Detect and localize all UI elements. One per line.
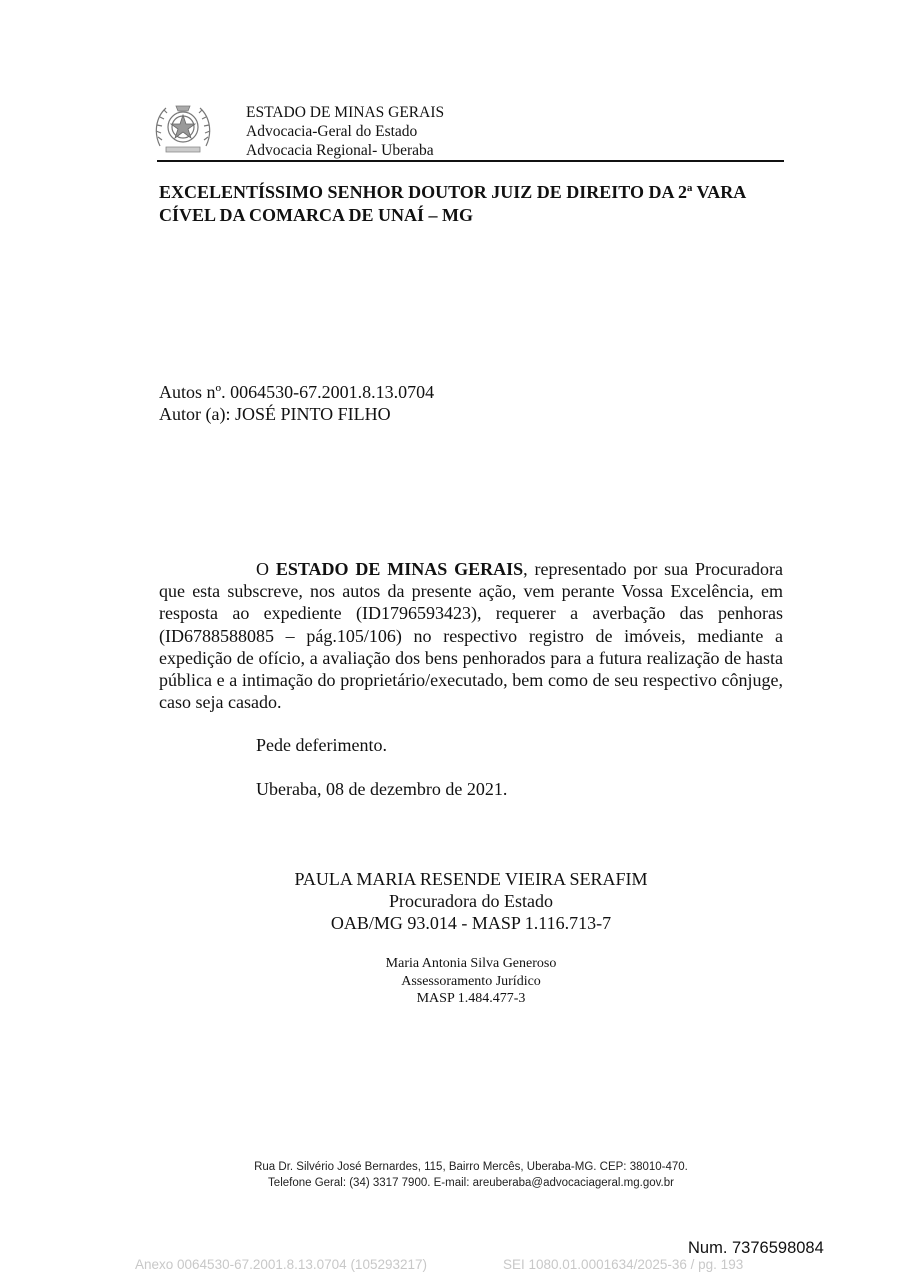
signer-name: PAULA MARIA RESENDE VIEIRA SERAFIM [294,869,648,889]
letterhead-agency: Advocacia-Geral do Estado [246,123,418,140]
addressee-heading: EXCELENTÍSSIMO SENHOR DOUTOR JUIZ DE DIREITO DA 2ª VARA CÍVEL DA COMARCA DE UNAÍ – MG [159,182,746,225]
assistant-block [159,955,783,1008]
party-name: ESTADO DE MINAS GERAIS [275,559,524,579]
case-number: Autos nº. 0064530-67.2001.8.13.0704 [159,382,435,402]
case-info [159,381,434,425]
signer-role: Procuradora do Estado [389,891,553,911]
coat-of-arms-seal-icon [152,100,214,156]
petition-body [159,558,783,713]
letterhead-office: Advocacia Regional- Uberaba [246,142,434,159]
letterhead-state: ESTADO DE MINAS GERAIS [246,104,445,121]
annex-stamp: Anexo 0064530-67.2001.8.13.0704 (105293217) [135,1257,428,1272]
footer-address: Rua Dr. Silvério José Bernardes, 115, Bairro Mercês, Uberaba-MG. CEP: 38010-470. [254,1161,688,1173]
document-number: Num. 7376598084 [688,1239,824,1257]
page-footer [159,1159,783,1191]
sei-stamp: SEI 1080.01.0001634/2025-36 / pg. 193 [503,1257,744,1272]
signature-block [159,868,783,934]
case-author: Autor (a): JOSÉ PINTO FILHO [159,404,391,424]
assistant-name: Maria Antonia Silva Generoso [385,956,557,971]
place-date: Uberaba, 08 de dezembro de 2021. [256,779,508,799]
assistant-masp: MASP 1.484.477-3 [416,991,526,1006]
assistant-role: Assessoramento Jurídico [401,973,541,989]
closing-request: Pede deferimento. [256,735,387,755]
body-text: , representado por sua Procuradora que esta subscreve, nos autos da presente ação, vem perante Vossa Excelência, em resposta ao expediente (ID1796593423), requerer a averbação das penhoras (ID6788588085 – pág.105/106) no respectivo registro de imóveis, mediante a expedição de ofício, a avaliação dos bens penhorados para a futura realização de hasta pública e a intimação do proprietário/executado, bem como de seu respectivo cônjuge, caso seja casado. [159,559,783,713]
body-lead: O [256,559,269,579]
header-divider [157,160,784,162]
signer-ids: OAB/MG 93.014 - MASP 1.116.713-7 [330,913,612,933]
footer-contact: Telefone Geral: (34) 3317 7900. E-mail: areuberaba@advocaciageral.mg.gov.br [268,1177,674,1189]
letterhead [246,103,444,160]
